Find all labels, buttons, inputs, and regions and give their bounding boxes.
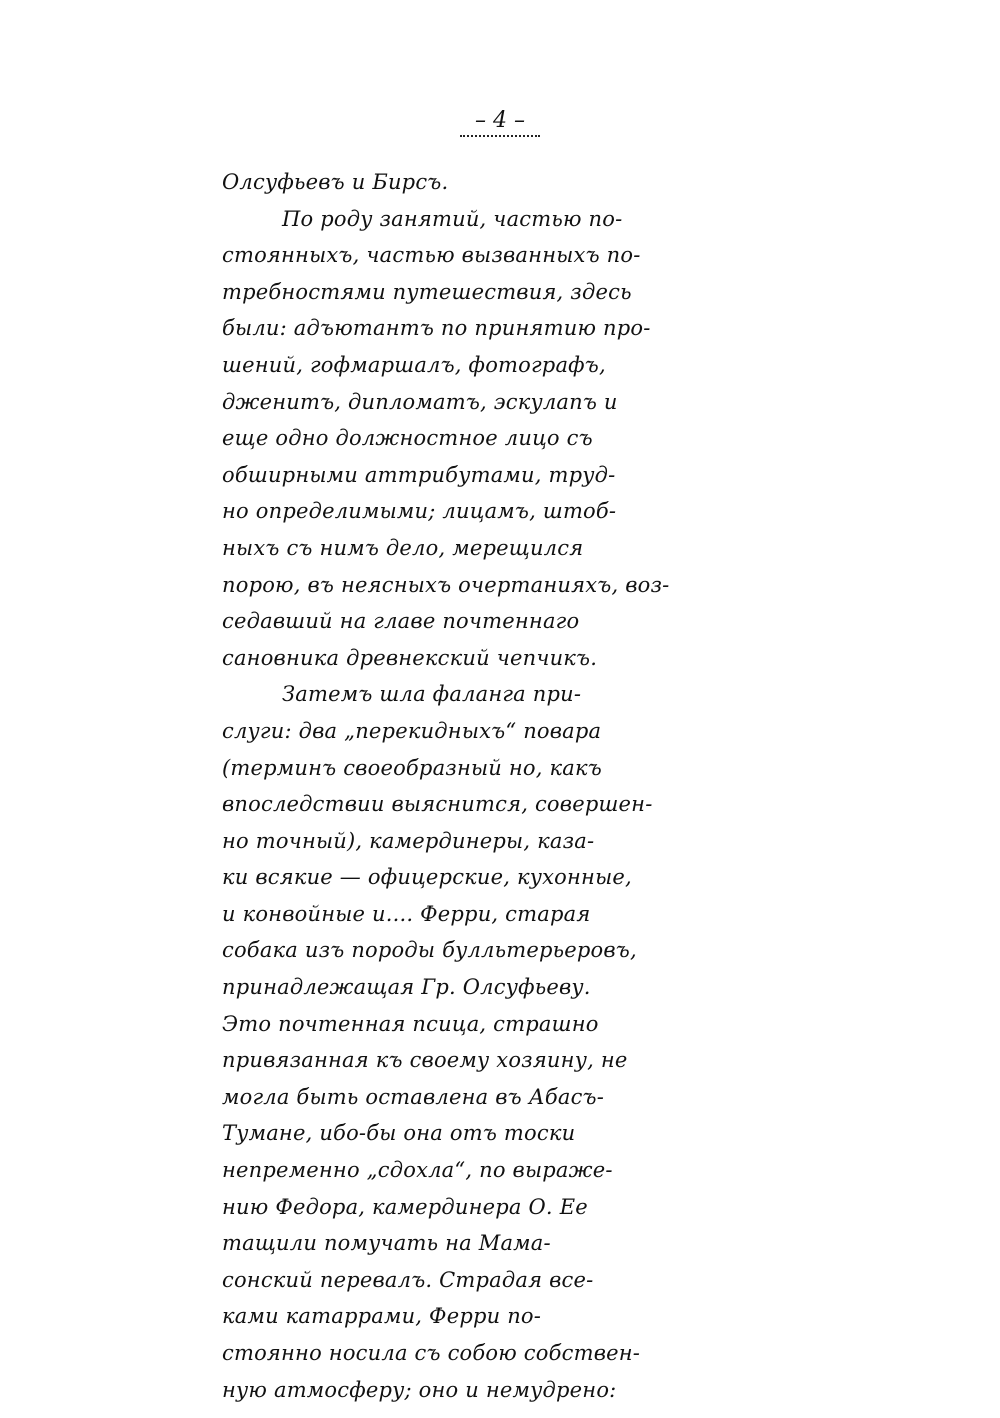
text-line: непременно „сдохла“, по выраже-	[222, 1158, 613, 1183]
text-line: ную атмосферу; оно и немудрено:	[222, 1377, 617, 1402]
text-line: Тумане, ибо-бы она отъ тоски	[222, 1121, 576, 1146]
text-line: собака изъ породы булльтерьеровъ,	[222, 938, 637, 963]
text-line: Затемъ шла фаланга при-	[282, 682, 582, 707]
text-line: и конвойные и.... Ферри, старая	[222, 901, 591, 926]
text-line: обширными аттрибутами, труд-	[222, 462, 616, 487]
text-line: но точный), камердинеры, каза-	[222, 828, 595, 853]
text-line: но определимыми; лицамъ, штоб-	[222, 499, 617, 524]
text-line: порою, въ неясныхъ очертанияхъ, воз-	[222, 572, 670, 597]
text-line: еще одно должностное лицо съ	[222, 426, 593, 451]
text-line: ки всякие — офицерские, кухонные,	[222, 865, 632, 890]
text-line: требностями путешествия, здесь	[222, 279, 632, 304]
text-line: дженитъ, дипломатъ, эскулапъ и	[222, 389, 618, 414]
text-line: привязанная къ своему хозяину, не	[222, 1048, 628, 1073]
text-line: По роду занятий, частью по-	[282, 206, 623, 231]
text-line: слуги: два „перекидныхъ“ повара	[222, 718, 602, 743]
text-line: нию Федора, камердинера О. Ее	[222, 1194, 588, 1219]
text-line: Это почтенная псица, страшно	[222, 1011, 599, 1036]
text-line: были: адъютантъ по принятию про-	[222, 316, 651, 341]
text-line: стоянно носила съ собою собствен-	[222, 1341, 641, 1365]
text-line: ныхъ съ нимъ дело, мерещился	[222, 535, 584, 560]
handwritten-text-block	[222, 164, 762, 1408]
text-line: шений, гофмаршалъ, фотографъ,	[222, 352, 606, 377]
page-number-underline	[460, 135, 540, 137]
text-line: сонский перевалъ. Страдая все-	[222, 1267, 594, 1292]
text-line: (терминъ своеобразный но, какъ	[222, 755, 602, 780]
text-line: тащили помучать на Мама-	[222, 1231, 551, 1256]
text-line: впоследствии выяснится, совершен-	[222, 792, 653, 817]
text-line: стоянныхъ, частью вызванныхъ по-	[222, 243, 641, 268]
text-line: могла быть оставлена въ Абасъ-	[222, 1084, 605, 1109]
text-line: седавший на главе почтеннаго	[222, 609, 580, 634]
text-line: Олсуфьевъ и Бирсъ.	[222, 170, 449, 194]
text-line: сановника древнекский чепчикъ.	[222, 645, 598, 670]
page-number	[0, 108, 1000, 137]
page-number-text: – 4 –	[475, 108, 525, 133]
text-line: принадлежащая Гр. Олсуфьеву.	[222, 975, 591, 1000]
text-line: ками катаррами, Ферри по-	[222, 1304, 542, 1329]
